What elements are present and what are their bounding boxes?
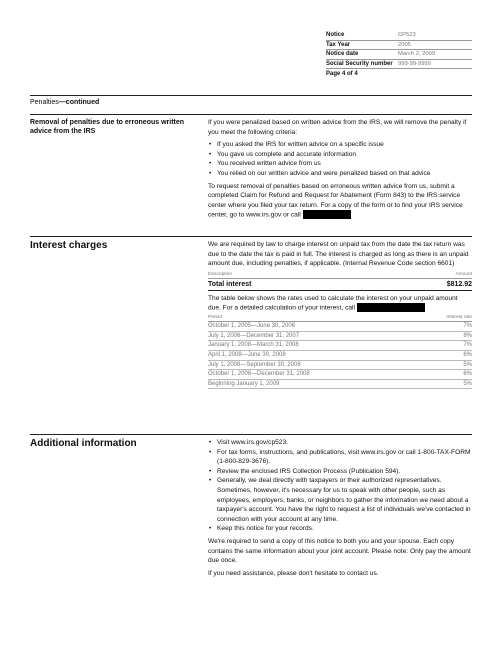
redaction-block xyxy=(303,210,351,219)
list-item-text: Generally, we deal directly with taxpayers or their authorized representatives. Sometimes, however, it's necessary for us to speak with other people, such as employees, employers, banks, or neighbors to gather the information we need about a taxpayer's account. You have the right to request a list of individuals we've contacted in connection with your account at any time. xyxy=(217,477,471,523)
list-item-text: You relied on our written advice and were penalized based on that advice xyxy=(217,169,431,177)
rate-table-intro-text: The table below shows the rates used to calculate the interest on your unpaid amount due. For a detailed calculation of your interest, call xyxy=(208,294,458,312)
rate-period: July 1, 2006—December 31, 2007 xyxy=(208,332,300,339)
ssn-row xyxy=(326,60,472,70)
bullet-icon: • xyxy=(209,150,212,158)
removal-body xyxy=(208,118,472,223)
continued-header xyxy=(30,99,99,106)
interest-section xyxy=(30,236,472,387)
rate-value: 6% xyxy=(463,371,472,378)
list-item xyxy=(208,476,472,524)
removal-heading: Removal of penalties due to erroneous written advice from the IRS xyxy=(30,119,185,135)
bullet-icon: • xyxy=(209,477,212,485)
rate-value: 6% xyxy=(463,352,472,358)
table-row xyxy=(208,322,472,332)
notice-date-value: March 2, 2009 xyxy=(398,51,436,58)
list-item xyxy=(208,467,472,477)
notice-date-label: Notice date xyxy=(326,51,359,58)
additional-list xyxy=(208,438,472,534)
rate-table-intro xyxy=(208,294,472,313)
bullet-icon: • xyxy=(209,448,212,456)
removal-section xyxy=(30,114,472,233)
list-item xyxy=(208,438,472,448)
total-interest-label: Total interest xyxy=(208,280,252,288)
table-row xyxy=(208,341,472,351)
removal-request-text: To request removal of penalties based on erroneous written advice from us, submit a completed Claim for Refund and Request for Abatement (Form 843) to the IRS service center where you filed your tax return. For a copy of the form or to find your IRS service center, go to www.irs.gov or call xyxy=(208,182,463,219)
amount-label: Amount xyxy=(455,271,472,277)
additional-section xyxy=(30,434,472,595)
assistance-text: If you need assistance, please don't hesitate to contact us. xyxy=(208,569,379,577)
table-row xyxy=(208,351,472,361)
description-label: Description xyxy=(208,271,232,277)
ssn-value: 999-99-9999 xyxy=(398,61,431,68)
total-interest-value: $812.92 xyxy=(446,280,472,288)
notice-date-row xyxy=(326,50,472,60)
rate-period: July 1, 2008—September 30, 2008 xyxy=(208,361,301,368)
tax-year-value: 2005 xyxy=(398,41,411,48)
list-item-text: Keep this notice for your records. xyxy=(217,525,314,533)
period-label: Period xyxy=(208,315,222,321)
additional-body xyxy=(208,438,472,581)
list-item-text: If you asked the IRS for written advice on a specific issue xyxy=(217,141,384,149)
interest-table-header xyxy=(208,271,472,279)
bullet-icon: • xyxy=(209,467,212,475)
page-row xyxy=(326,69,472,78)
rate-period: October 1, 2005—June 30, 2006 xyxy=(208,323,296,330)
bullet-icon: • xyxy=(209,525,212,533)
list-item-text: Review the enclosed IRS Collection Process (Publication 594). xyxy=(217,467,401,475)
list-item-text: Visit www.irs.gov/cp523. xyxy=(217,439,288,446)
list-item xyxy=(208,169,472,179)
interest-heading: Interest charges xyxy=(30,240,108,251)
rate-value: 7% xyxy=(463,342,472,349)
list-item xyxy=(208,150,472,160)
removal-criteria-list xyxy=(208,140,472,178)
rate-period: October 1, 2008—December 31, 2008 xyxy=(208,371,310,378)
table-row xyxy=(208,370,472,380)
rate-label: Interest rate xyxy=(446,315,472,321)
copy-notice: We're required to send a copy of this notice to both you and your spouse. Each copy contains the same information about your joint account. Please note: Only pay the amount due once. xyxy=(208,537,471,565)
list-item-text: You received written advice from us xyxy=(217,160,321,168)
rate-period: Beginning January 1, 2009 xyxy=(208,380,280,387)
table-row xyxy=(208,332,472,342)
notice-label: Notice xyxy=(326,32,345,39)
bullet-icon: • xyxy=(209,169,212,177)
rate-value: 8% xyxy=(463,332,472,339)
ssn-label: Social Security number xyxy=(326,61,393,68)
tax-year-row xyxy=(326,41,472,51)
tax-year-label: Tax Year xyxy=(326,41,351,48)
list-item-text: You gave us complete and accurate information xyxy=(217,150,357,158)
bullet-icon: • xyxy=(209,141,212,149)
redaction-block xyxy=(357,303,425,312)
list-item xyxy=(208,140,472,150)
notice-value: CP523 xyxy=(398,32,416,39)
removal-request xyxy=(208,182,472,221)
rate-value: 5% xyxy=(463,361,472,368)
rate-period: January 1, 2008—March 31, 2008 xyxy=(208,342,299,349)
table-row xyxy=(208,380,472,390)
additional-heading: Additional information xyxy=(30,438,137,449)
bullet-icon: • xyxy=(209,439,212,446)
page-number: Page 4 of 4 xyxy=(326,70,358,77)
notice-info-box xyxy=(326,31,472,78)
list-item xyxy=(208,159,472,169)
rate-table-header xyxy=(208,314,472,322)
table-row xyxy=(208,361,472,371)
bullet-icon: • xyxy=(209,160,212,168)
continued-suffix: —continued xyxy=(58,99,100,106)
removal-intro: If you were penalized based on written advice from the IRS, we will remove the penalty if you meet the following criteria: xyxy=(208,119,467,136)
total-interest-row xyxy=(208,279,472,291)
rate-period: April 1, 2008—June 30, 2008 xyxy=(208,352,286,358)
continued-label: Penalties xyxy=(30,99,59,106)
rate-value: 5% xyxy=(463,380,472,387)
notice-row xyxy=(326,31,472,41)
top-divider xyxy=(30,95,472,96)
list-item xyxy=(208,448,472,467)
list-item xyxy=(208,524,472,534)
rate-value: 7% xyxy=(463,323,472,330)
interest-body xyxy=(208,240,472,389)
list-item-text: For tax forms, instructions, and publications, visit www.irs.gov or call 1-800-TAX-FORM (1-800-829-3676). xyxy=(217,448,471,466)
interest-intro: We are required by law to charge interest on unpaid tax from the date the tax return was due to the date the tax is paid in full. The interest is charged as long as there is an unpaid amount due, including penalties, if applicable. (Internal Revenue Code section 6601) xyxy=(208,241,469,268)
